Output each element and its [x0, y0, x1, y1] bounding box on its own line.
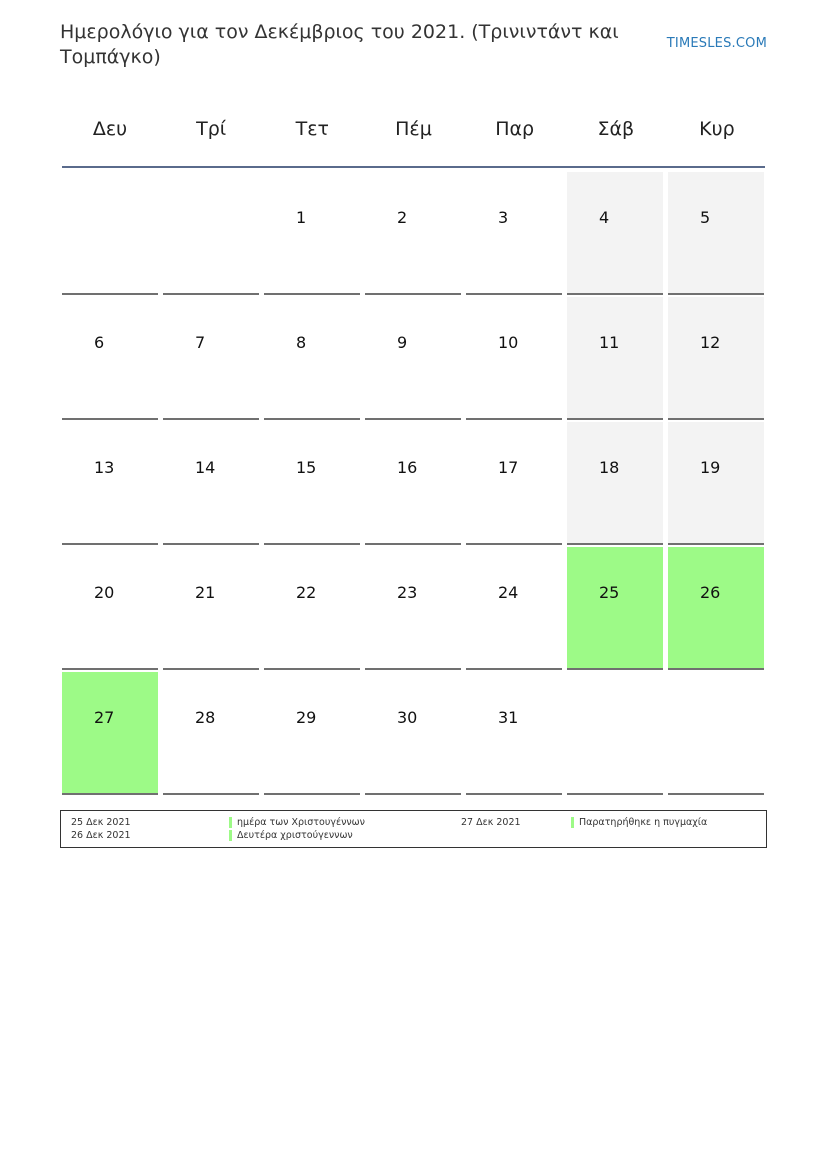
day-cell [567, 547, 663, 670]
legend-item [229, 817, 365, 829]
day-number: 8 [296, 333, 307, 352]
day-cell [163, 297, 259, 420]
day-number: 6 [94, 333, 105, 352]
day-cell [62, 422, 158, 545]
calendar-grid [62, 172, 765, 797]
day-number: 10 [498, 333, 519, 352]
day-number: 25 [599, 583, 620, 602]
empty-day-cell [62, 172, 158, 295]
legend-item [571, 817, 707, 829]
day-number: 12 [700, 333, 721, 352]
empty-day-cell [567, 672, 663, 795]
day-number: 5 [700, 208, 711, 227]
legend-holiday-name: Παρατηρήθηκε η πυγμαχία [579, 817, 708, 828]
day-cell [264, 172, 360, 295]
day-cell [365, 297, 461, 420]
site-link[interactable]: TIMESLES.COM [666, 36, 767, 51]
day-number: 17 [498, 458, 519, 477]
day-cell [62, 672, 158, 795]
day-number: 23 [397, 583, 418, 602]
day-cell [466, 672, 562, 795]
day-number: 15 [296, 458, 317, 477]
weekday-mon: Δευ [92, 118, 128, 140]
day-cell [365, 172, 461, 295]
day-cell [668, 297, 764, 420]
legend-date: 27 Δεκ 2021 [461, 817, 521, 828]
day-number: 4 [599, 208, 610, 227]
day-cell [62, 547, 158, 670]
day-cell [264, 672, 360, 795]
empty-day-cell [668, 672, 764, 795]
weekday-fri: Παρ [495, 118, 535, 140]
legend-item [229, 830, 353, 842]
day-cell [264, 547, 360, 670]
day-number: 11 [599, 333, 620, 352]
day-number: 16 [397, 458, 418, 477]
day-cell [365, 547, 461, 670]
legend-holiday-name: ημέρα των Χριστουγέννων [237, 817, 365, 828]
weekday-sat: Σάβ [597, 118, 635, 140]
empty-day-cell [163, 172, 259, 295]
weekday-wed: Τετ [295, 118, 329, 140]
holiday-legend [60, 810, 767, 848]
holiday-color-marker [571, 817, 574, 828]
day-number: 18 [599, 458, 620, 477]
day-cell [163, 422, 259, 545]
weekday-sun: Κυρ [699, 118, 735, 140]
day-number: 2 [397, 208, 408, 227]
day-number: 27 [94, 708, 115, 727]
day-number: 19 [700, 458, 721, 477]
day-cell [668, 422, 764, 545]
day-number: 28 [195, 708, 216, 727]
day-number: 29 [296, 708, 317, 727]
day-number: 31 [498, 708, 519, 727]
day-number: 21 [195, 583, 216, 602]
day-cell [163, 547, 259, 670]
day-cell [567, 422, 663, 545]
day-number: 30 [397, 708, 418, 727]
day-cell [466, 172, 562, 295]
day-number: 22 [296, 583, 317, 602]
holiday-color-marker [229, 817, 232, 828]
day-number: 26 [700, 583, 721, 602]
day-number: 7 [195, 333, 206, 352]
legend-date: 26 Δεκ 2021 [71, 830, 131, 841]
day-cell [466, 297, 562, 420]
day-cell [264, 297, 360, 420]
weekday-thu: Πέμ [395, 118, 432, 140]
day-number: 20 [94, 583, 115, 602]
day-number: 9 [397, 333, 408, 352]
weekday-tue: Τρί [196, 118, 227, 140]
day-cell [567, 172, 663, 295]
day-cell [264, 422, 360, 545]
day-cell [668, 172, 764, 295]
day-number: 1 [296, 208, 307, 227]
legend-holiday-name: Δευτέρα χριστούγεννων [237, 830, 353, 841]
day-cell [668, 547, 764, 670]
legend-date: 25 Δεκ 2021 [71, 817, 131, 828]
weekday-header-row [62, 100, 765, 168]
day-cell [365, 672, 461, 795]
day-cell [365, 422, 461, 545]
day-cell [466, 547, 562, 670]
day-number: 24 [498, 583, 519, 602]
day-cell [163, 672, 259, 795]
day-cell [62, 297, 158, 420]
day-number: 14 [195, 458, 216, 477]
day-number: 3 [498, 208, 509, 227]
page-title: Ημερολόγιο για τον Δεκέμβριος του 2021. (Τρινιντάντ και Τομπάγκο) [60, 21, 619, 68]
day-number: 13 [94, 458, 115, 477]
day-cell [567, 297, 663, 420]
holiday-color-marker [229, 830, 232, 841]
day-cell [466, 422, 562, 545]
